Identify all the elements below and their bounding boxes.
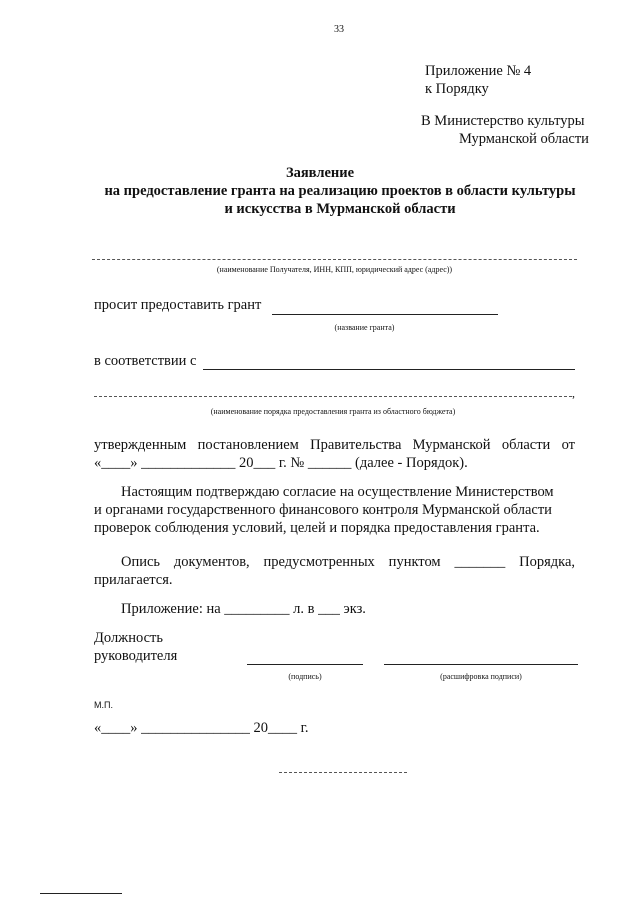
procedure-field-line-1 bbox=[203, 369, 575, 370]
signature-field-line bbox=[247, 664, 363, 665]
approved-line-2: «____» _____________ 20___ г. № ______ (далее - Порядок). bbox=[94, 455, 468, 471]
grant-name-field-line bbox=[272, 314, 498, 315]
inventory-line-1: Опись документов, предусмотренных пунктом _______ Порядка, bbox=[121, 554, 575, 570]
procedure-caption: (наименование порядка предоставления гранта из областного бюджета) bbox=[210, 407, 456, 416]
consent-line-3: проверок соблюдения условий, целей и порядка предоставления гранта. bbox=[94, 520, 540, 536]
signature-decoding-caption: (расшифровка подписи) bbox=[440, 672, 522, 681]
signature-caption: (подпись) bbox=[288, 672, 322, 681]
addressee-line-2: Мурманской области bbox=[459, 131, 589, 147]
page-number: 33 bbox=[334, 24, 344, 35]
date-line: «____» _______________ 20____ г. bbox=[94, 720, 309, 736]
attachment-line: Приложение: на _________ л. в ___ экз. bbox=[121, 601, 366, 617]
procedure-field-comma: , bbox=[572, 386, 575, 400]
addressee-line-1: В Министерство культуры bbox=[421, 113, 585, 129]
document-title: Заявление bbox=[285, 165, 355, 181]
bottom-separator bbox=[279, 772, 407, 773]
approved-line-1: утвержденным постановлением Правительства Мурманской области от bbox=[94, 437, 575, 453]
grant-name-caption: (название гранта) bbox=[334, 323, 395, 332]
according-label: в соответствии с bbox=[94, 353, 197, 369]
procedure-field-line-2 bbox=[94, 396, 572, 397]
recipient-caption: (наименование Получателя, ИНН, КПП, юридический адрес (адрес)) bbox=[216, 265, 453, 274]
consent-line-1: Настоящим подтверждаю согласие на осуществление Министерством bbox=[121, 484, 554, 500]
requests-grant-label: просит предоставить грант bbox=[94, 297, 262, 313]
recipient-field-line bbox=[92, 259, 577, 260]
signature-decoding-field-line bbox=[384, 664, 578, 665]
appendix-line-2: к Порядку bbox=[425, 81, 489, 97]
document-title-line-2: на предоставление гранта на реализацию проектов в области культуры bbox=[104, 183, 576, 199]
appendix-line-1: Приложение № 4 bbox=[425, 63, 532, 79]
consent-line-2: и органами государственного финансового контроля Мурманской области bbox=[94, 502, 552, 518]
inventory-line-2: прилагается. bbox=[94, 572, 173, 588]
position-line-1: Должность bbox=[94, 630, 163, 646]
position-line-2: руководителя bbox=[94, 648, 178, 664]
stamp-label: М.П. bbox=[94, 700, 113, 710]
document-title-line-3: и искусства в Мурманской области bbox=[224, 201, 456, 217]
footnote-separator bbox=[40, 893, 122, 894]
